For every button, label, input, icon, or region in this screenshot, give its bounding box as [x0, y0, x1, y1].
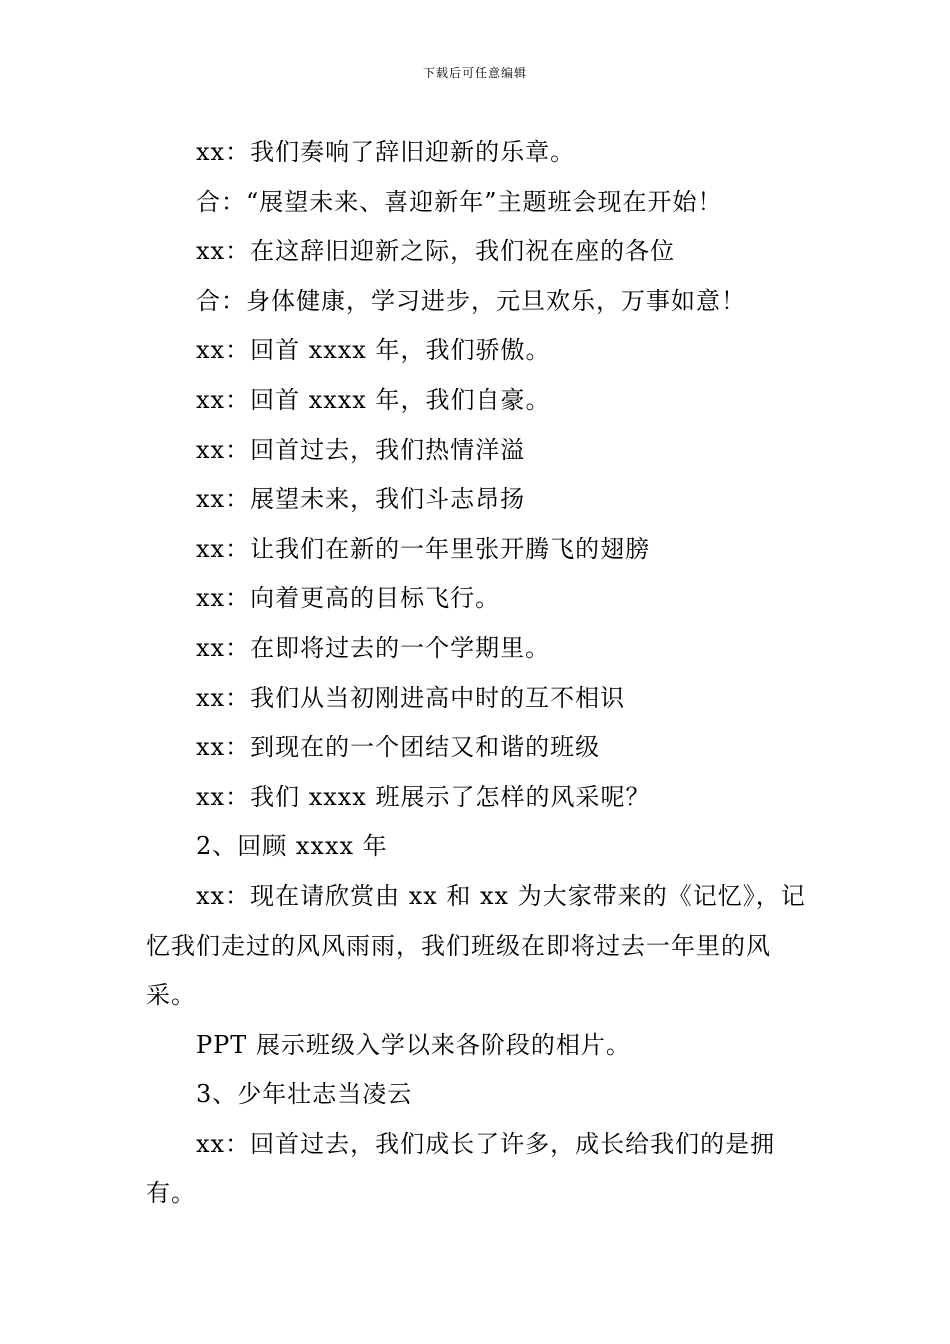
section-heading: 2、回顾 xxxx 年 — [196, 832, 388, 861]
paragraph: xx：在即将过去的一个学期里。 — [196, 633, 551, 662]
paragraph: 合：身体健康，学习进步，元旦欢乐，万事如意！ — [196, 286, 746, 315]
paragraph: xx：回首过去，我们成长了许多，成长给我们的是拥有。 — [146, 1129, 776, 1208]
paragraph: xx：现在请欣赏由 xx 和 xx 为大家带来的《记忆》，记忆我们走过的风风雨雨，我们班级在即将过去一年里的风采。 — [146, 881, 806, 1010]
paragraph: PPT 展示班级入学以来各阶段的相片。 — [196, 1030, 631, 1059]
paragraph: xx：我们奏响了辞旧迎新的乐章。 — [196, 138, 576, 166]
paragraph: 合：“展望未来、喜迎新年”主题班会现在开始！ — [196, 187, 723, 216]
paragraph: xx：回首 xxxx 年，我们骄傲。 — [196, 336, 551, 365]
paragraph: xx：我们从当初刚进高中时的互不相识 — [196, 683, 626, 712]
paragraph: xx：向着更高的目标飞行。 — [196, 584, 501, 613]
document-body — [146, 128, 812, 1219]
paragraph: xx：展望未来，我们斗志昂扬 — [196, 485, 526, 514]
page-header: 下载后可任意编辑 — [422, 66, 527, 80]
section-heading: 3、少年壮志当凌云 — [196, 1080, 413, 1109]
paragraph: xx：回首 xxxx 年，我们自豪。 — [196, 385, 551, 414]
paragraph: xx：在这辞旧迎新之际，我们祝在座的各位 — [196, 237, 676, 266]
paragraph: xx：回首过去，我们热情洋溢 — [196, 435, 526, 464]
paragraph: xx：让我们在新的一年里张开腾飞的翅膀 — [196, 534, 651, 563]
paragraph: xx：我们 xxxx 班展示了怎样的风采呢？ — [196, 782, 651, 811]
paragraph: xx：到现在的一个团结又和谐的班级 — [196, 733, 601, 762]
